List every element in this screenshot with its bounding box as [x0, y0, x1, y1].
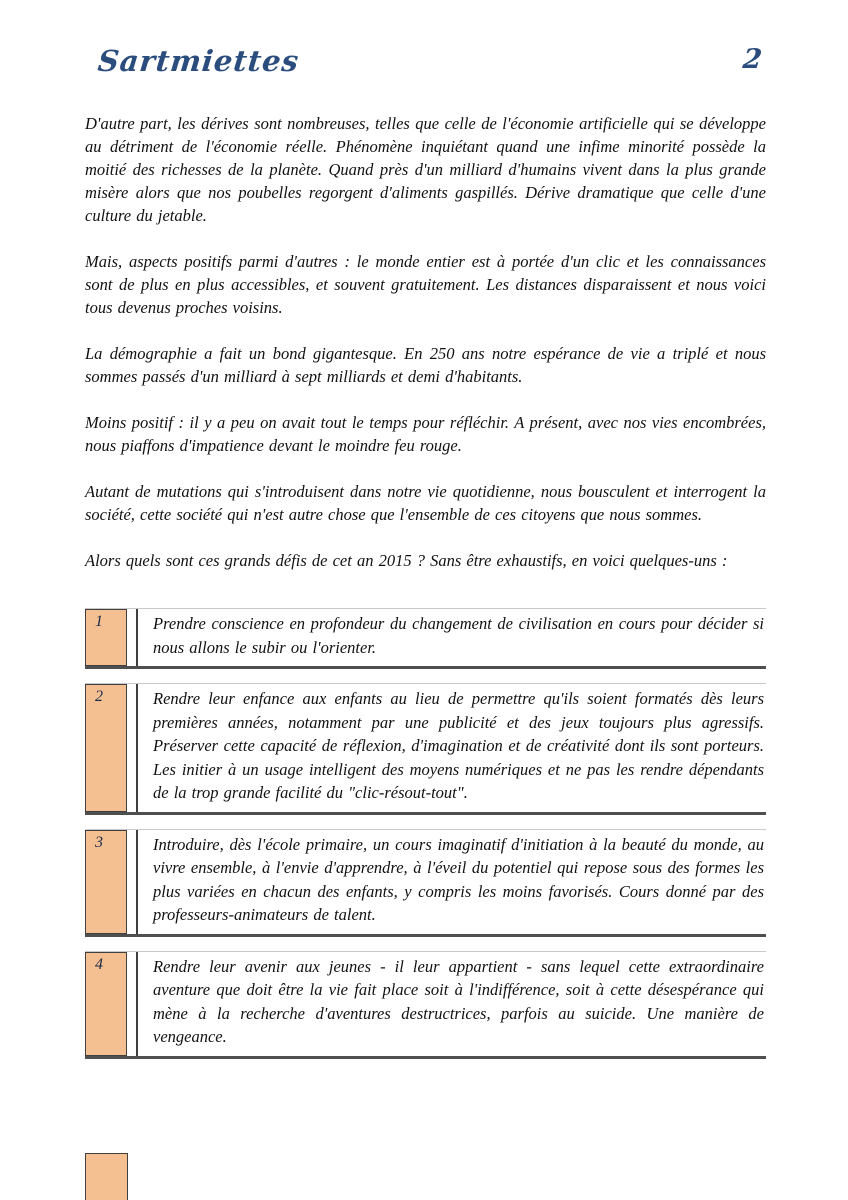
paragraph: La démographie a fait un bond gigantesque. En 250 ans notre espérance de vie a triplé et nous sommes passés d'un milliard à sept milliards et demi d'habitants.	[85, 344, 766, 386]
list-item	[85, 829, 766, 937]
item-number: 1	[95, 613, 103, 630]
list-item	[85, 683, 766, 815]
paragraph: Autant de mutations qui s'introduisent dans notre vie quotidienne, nous bousculent et interrogent la société, cette société qui n'est autre chose que l'ensemble de ces citoyens que nous sommes.	[85, 482, 766, 524]
item-number-cell	[85, 684, 127, 812]
item-number-cell	[85, 609, 127, 666]
next-item-cell-cutoff	[85, 1153, 128, 1200]
paragraph: Alors quels sont ces grands défis de cet an 2015 ? Sans être exhaustifs, en voici quelques-uns :	[85, 551, 728, 570]
challenges-list	[85, 608, 766, 1059]
paragraph: Mais, aspects positifs parmi d'autres : le monde entier est à portée d'un clic et les connaissances sont de plus en plus accessibles, et souvent gratuitement. Les distances disparaissent et nous voici tous devenus proches voisins.	[85, 252, 766, 317]
item-number: 3	[95, 833, 103, 851]
item-text: Rendre leur enfance aux enfants au lieu de permettre qu'ils soient formatés dès leurs premières années, notamment par une publicité et des jeux toujours plus agressifs. Préserver cette capacité de réflexion, d'imagination et de créativité dont ils sont porteurs. Les initier à un usage intelligent des moyens numériques et ne pas les rendre dépendants de la trop grande facilité du "clic-résout-tout".	[153, 689, 764, 802]
item-number-cell	[85, 830, 127, 934]
item-text: Rendre leur avenir aux jeunes - il leur appartient - sans lequel cette extraordinaire aventure que doit être la vie fait place soit à l'indifférence, soit à cette désespérance qui mène à la recherche d'aventures destructrices, parfois au suicide. Une manière de vengeance.	[153, 956, 764, 1046]
item-number: 2	[95, 688, 103, 705]
list-item	[85, 608, 766, 669]
item-number: 4	[95, 955, 103, 973]
document-title: Sartmiettes	[96, 44, 301, 78]
paragraph: D'autre part, les dérives sont nombreuses, telles que celle de l'économie artificielle qui se développe au détriment de l'économie réelle. Phénomène inquiétant quand une infime minorité possède la moitié des richesses de la planète. Quand près d'un milliard d'humains vivent dans la plus grande misère alors que nos poubelles regorgent d'aliments gaspillés. Dérive dramatique que celle d'une culture du jetable.	[85, 114, 766, 225]
list-item	[85, 951, 766, 1059]
page-number: 2	[741, 44, 764, 75]
page-content	[85, 112, 766, 1073]
item-text: Introduire, dès l'école primaire, un cours imaginatif d'initiation à la beauté du monde, au vivre ensemble, à l'envie d'apprendre, à l'éveil du potentiel qui repose sous des formes les plus variées en chacun des enfants, y compris les moins favorisés. Cours donné par des professeurs-animateurs de talent.	[153, 834, 764, 924]
paragraph: Moins positif : il y a peu on avait tout le temps pour réfléchir. A présent, avec nos vies encombrées, nous piaffons d'impatience devant le moindre feu rouge.	[85, 413, 766, 455]
item-text: Prendre conscience en profondeur du changement de civilisation en cours pour décider si nous allons le subir ou l'orienter.	[153, 614, 764, 657]
page-header	[98, 44, 762, 78]
item-number-cell	[85, 952, 127, 1056]
